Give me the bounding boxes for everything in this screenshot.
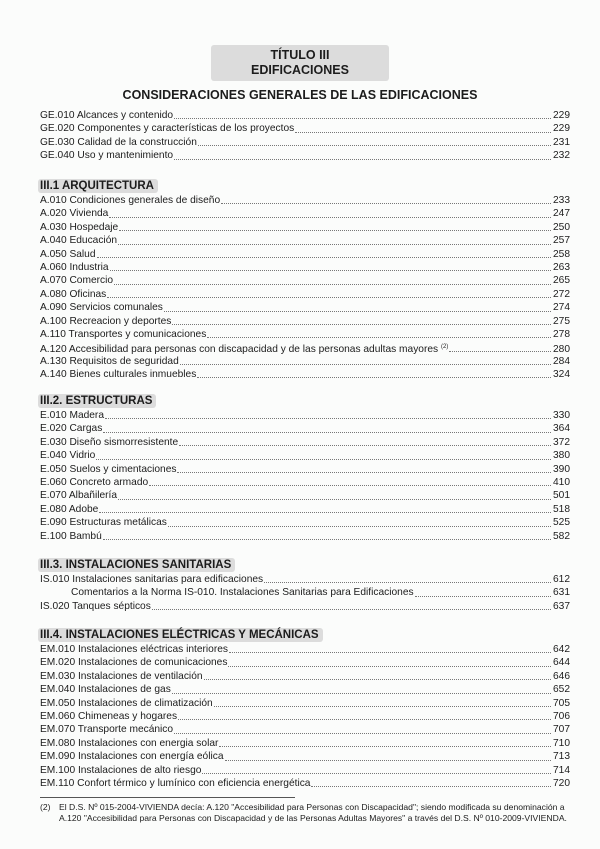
entry-page: 410	[553, 476, 570, 488]
leader-dots	[110, 261, 551, 271]
entry-label: E.010 Madera	[40, 410, 104, 421]
entry-page: 278	[553, 328, 570, 340]
leader-dots	[204, 670, 551, 680]
entry-label: A.140 Bienes culturales inmuebles	[40, 369, 197, 381]
toc-entry[interactable]	[40, 315, 570, 328]
entry-page: 612	[553, 574, 570, 585]
toc-entry[interactable]	[40, 723, 570, 736]
leader-dots	[207, 328, 551, 338]
entry-label-text: A.120 Accesibilidad para personas con discapacidad y de las personas adultas mayores	[40, 344, 439, 356]
toc-entry[interactable]	[40, 764, 570, 777]
entry-label: A.100 Recreacion y deportes	[40, 315, 172, 327]
entry-label: EM.040 Instalaciones de gas	[40, 684, 171, 696]
toc-entry[interactable]	[40, 777, 570, 790]
toc-section-general	[40, 109, 570, 163]
leader-dots	[219, 737, 551, 747]
entry-label: EM.110 Confort térmico y lumínico con eficiencia energética	[40, 777, 311, 789]
entry-label: GE.020 Componentes y características de los proyectos	[40, 123, 295, 135]
leader-dots	[180, 355, 551, 365]
leader-dots	[177, 463, 551, 473]
leader-dots	[168, 517, 551, 527]
leader-dots	[97, 248, 551, 258]
leader-dots	[311, 777, 551, 787]
toc-entry[interactable]	[40, 288, 570, 301]
title-line-2: EDIFICACIONES	[251, 63, 349, 77]
toc-entry[interactable]	[40, 463, 570, 476]
footnote-text: El D.S. Nº 015-2004-VIVIENDA decía: A.120 "Accesibilidad para Personas con Discapacidad"; siendo modificada su denominación a A.120 "Accesibilidad para Personas con Discapacidad y de las Personas Adultas Mayores" a través del D.S. Nº 010-2009-VIVIENDA.	[59, 802, 567, 823]
section-heading: III.2. ESTRUCTURAS	[38, 394, 156, 408]
entry-page: 646	[553, 670, 570, 682]
leader-dots	[103, 423, 551, 433]
leader-dots	[109, 208, 551, 218]
entry-page: 372	[553, 436, 570, 448]
entry-page: 330	[553, 410, 570, 421]
toc-section-electricas	[40, 625, 570, 790]
toc-entry[interactable]	[40, 710, 570, 723]
entry-label: EM.100 Instalaciones de alto riesgo	[40, 764, 202, 776]
toc-entry[interactable]	[40, 600, 570, 613]
toc-entry[interactable]	[40, 670, 570, 683]
toc-entry[interactable]	[40, 341, 570, 354]
toc-entry[interactable]	[40, 516, 570, 529]
entry-page: 720	[553, 777, 570, 789]
entry-label: GE.040 Uso y mantenimiento	[40, 150, 174, 162]
entry-label: EM.070 Transporte mecánico	[40, 724, 174, 736]
footnote	[40, 802, 570, 824]
leader-dots	[103, 530, 551, 540]
entry-label: EM.030 Instalaciones de ventilación	[40, 670, 203, 682]
entry-label: A.070 Comercio	[40, 275, 114, 287]
leader-dots	[164, 302, 551, 312]
entry-label: GE.030 Calidad de la construcción	[40, 136, 197, 148]
footnote-ref[interactable]: (2)	[440, 344, 449, 351]
entry-label: EM.050 Instalaciones de climatización	[40, 697, 213, 709]
entry-page: 518	[553, 503, 570, 515]
entry-label: E.020 Cargas	[40, 423, 103, 435]
entry-label: A.050 Salud	[40, 248, 96, 260]
entry-page: 258	[553, 248, 570, 260]
leader-dots	[96, 450, 551, 460]
entry-label: E.100 Bambú	[40, 530, 102, 542]
toc-entry[interactable]	[40, 409, 570, 422]
entry-page: 637	[553, 600, 570, 612]
entry-page: 582	[553, 530, 570, 542]
leader-dots	[179, 436, 551, 446]
leader-dots	[221, 194, 551, 204]
leader-dots	[119, 221, 551, 231]
toc-entry[interactable]	[40, 503, 570, 516]
leader-dots	[118, 490, 551, 500]
toc-entry[interactable]	[40, 301, 570, 314]
entry-label: E.030 Diseño sismorresistente	[40, 436, 179, 448]
leader-dots	[172, 315, 551, 325]
section-heading: III.3. INSTALACIONES SANITARIAS	[38, 558, 235, 572]
entry-label: E.040 Vidrio	[40, 450, 96, 462]
entry-label: IS.010 Instalaciones sanitarias para edificaciones	[40, 574, 264, 585]
entry-page: 705	[553, 697, 570, 709]
toc-entry[interactable]	[40, 122, 570, 135]
leader-dots	[174, 150, 551, 160]
entry-page: 275	[553, 315, 570, 327]
footnote-divider	[40, 797, 295, 798]
toc-section-arquitectura	[40, 176, 570, 381]
entry-label: IS.020 Tanques sépticos	[40, 600, 151, 612]
entry-page: 257	[553, 235, 570, 247]
entry-label: E.080 Adobe	[40, 503, 99, 515]
entry-page: 525	[553, 517, 570, 529]
entry-label: A.040 Educación	[40, 235, 118, 247]
toc-entry[interactable]	[40, 149, 570, 162]
entry-label: A.110 Transportes y comunicaciones	[40, 328, 207, 340]
entry-page: 324	[553, 369, 570, 381]
toc-section-estructuras	[40, 391, 570, 543]
toc-entry[interactable]	[40, 261, 570, 274]
entry-label: A.030 Hospedaje	[40, 221, 119, 233]
entry-page: 364	[553, 423, 570, 435]
leader-dots	[149, 476, 551, 486]
leader-dots	[202, 764, 551, 774]
section-heading: III.4. INSTALACIONES ELÉCTRICAS Y MECÁNICAS	[38, 628, 323, 642]
toc-entry[interactable]	[40, 436, 570, 449]
title-line-1: TÍTULO III	[270, 48, 330, 62]
toc-entry[interactable]	[40, 422, 570, 435]
entry-label: A.130 Requisitos de seguridad	[40, 355, 179, 367]
page-subtitle: CONSIDERACIONES GENERALES DE LAS EDIFICACIONES	[122, 88, 478, 102]
leader-dots	[228, 657, 551, 667]
toc-entry[interactable]	[40, 328, 570, 341]
toc-entry[interactable]	[40, 573, 570, 586]
toc-entry[interactable]	[40, 355, 570, 368]
leader-dots	[174, 724, 551, 734]
entry-label: A.080 Oficinas	[40, 288, 107, 300]
leader-dots	[114, 275, 551, 285]
leader-dots	[214, 697, 551, 707]
toc-entry[interactable]	[40, 194, 570, 207]
leader-dots	[264, 573, 551, 583]
toc-entry[interactable]	[40, 207, 570, 220]
leader-dots	[99, 503, 551, 513]
entry-page: 274	[553, 302, 570, 314]
entry-label: EM.060 Chimeneas y hogares	[40, 710, 178, 722]
leader-dots	[105, 409, 551, 419]
entry-label: EM.090 Instalaciones con energía eólica	[40, 751, 224, 763]
entry-label: EM.010 Instalaciones eléctricas interiores	[40, 644, 228, 655]
entry-page: 231	[553, 136, 570, 148]
leader-dots	[295, 123, 551, 133]
entry-label: GE.010 Alcances y contenido	[40, 110, 174, 121]
entry-page: 642	[553, 644, 570, 655]
entry-label: E.060 Concreto armado	[40, 476, 149, 488]
toc-entry[interactable]	[40, 530, 570, 543]
leader-dots	[174, 109, 551, 119]
leader-dots	[198, 136, 551, 146]
entry-label: A.060 Industria	[40, 261, 109, 273]
toc-entry[interactable]	[40, 750, 570, 763]
entry-label: A.020 Vivienda	[40, 208, 109, 220]
entry-label: EM.020 Instalaciones de comunicaciones	[40, 657, 228, 669]
toc-entry[interactable]	[40, 274, 570, 287]
entry-label: Comentarios a la Norma IS-010. Instalaciones Sanitarias para Edificaciones	[71, 587, 414, 599]
leader-dots	[172, 684, 551, 694]
entry-page: 644	[553, 657, 570, 669]
entry-page: 713	[553, 751, 570, 763]
entry-page: 229	[553, 110, 570, 121]
toc-entry[interactable]	[40, 737, 570, 750]
entry-page: 631	[553, 587, 570, 599]
leader-dots	[449, 342, 551, 352]
leader-dots	[152, 600, 551, 610]
toc-entry[interactable]	[40, 136, 570, 149]
toc-entry[interactable]	[40, 683, 570, 696]
leader-dots	[107, 288, 551, 298]
leader-dots	[178, 710, 551, 720]
entry-page: 265	[553, 275, 570, 287]
entry-page: 232	[553, 150, 570, 162]
entry-label: E.070 Albañilería	[40, 490, 118, 502]
entry-page: 280	[553, 344, 570, 356]
title-box	[211, 45, 389, 81]
entry-page: 380	[553, 450, 570, 462]
toc-entry[interactable]	[40, 234, 570, 247]
toc-entry[interactable]	[40, 586, 570, 599]
leader-dots	[415, 587, 551, 597]
entry-label: E.090 Estructuras metálicas	[40, 517, 167, 529]
toc-entry[interactable]	[40, 697, 570, 710]
entry-page: 250	[553, 221, 570, 233]
leader-dots	[118, 235, 551, 245]
entry-page: 652	[553, 684, 570, 696]
entry-label: EM.080 Instalaciones con energia solar	[40, 737, 219, 749]
entry-label: E.050 Suelos y cimentaciones	[40, 463, 177, 475]
toc-entry[interactable]	[40, 248, 570, 261]
leader-dots	[229, 643, 551, 653]
entry-page: 390	[553, 463, 570, 475]
entry-page: 263	[553, 261, 570, 273]
entry-page: 272	[553, 288, 570, 300]
entry-label: A.090 Servicios comunales	[40, 302, 163, 314]
footnote-number: (2)	[40, 802, 51, 812]
toc-entry[interactable]	[40, 221, 570, 234]
toc-entry[interactable]	[40, 656, 570, 669]
toc-entry[interactable]	[40, 476, 570, 489]
leader-dots	[225, 751, 552, 761]
section-heading: III.1 ARQUITECTURA	[38, 179, 158, 193]
entry-page: 706	[553, 710, 570, 722]
entry-page: 501	[553, 490, 570, 502]
toc-entry[interactable]	[40, 368, 570, 381]
entry-page: 229	[553, 123, 570, 135]
entry-page: 714	[553, 764, 570, 776]
entry-page: 233	[553, 195, 570, 206]
toc-entry[interactable]	[40, 109, 570, 122]
toc-entry[interactable]	[40, 643, 570, 656]
toc-section-sanitarias	[40, 555, 570, 613]
leader-dots	[197, 368, 551, 378]
entry-page: 710	[553, 737, 570, 749]
entry-page: 247	[553, 208, 570, 220]
toc-entry[interactable]	[40, 449, 570, 462]
entry-page: 284	[553, 355, 570, 367]
toc-entry[interactable]	[40, 489, 570, 502]
entry-label: A.010 Condiciones generales de diseño	[40, 195, 221, 206]
entry-page: 707	[553, 724, 570, 736]
